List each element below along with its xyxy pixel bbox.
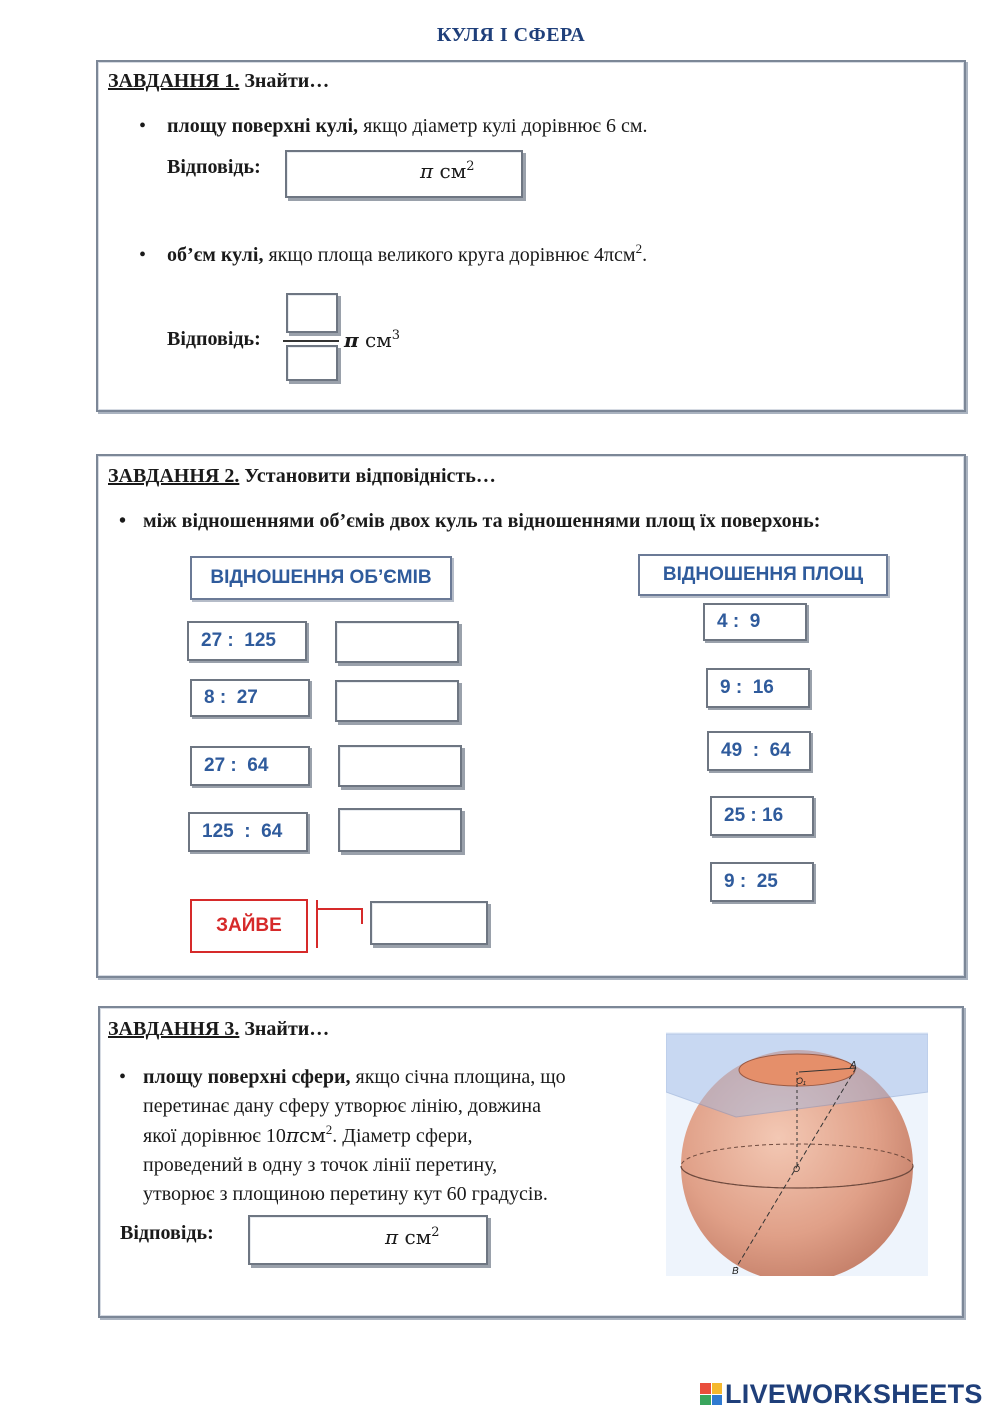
task3-line2: перетинає дану сферу утворює лінію, довжина [143, 1095, 541, 1117]
area-ratio-1[interactable]: 4 : 9 [703, 603, 807, 641]
exponent: 2 [635, 241, 643, 256]
task2-instruction: Установити відповідність… [239, 465, 496, 487]
task1-number: ЗАВДАННЯ 1. [108, 70, 240, 92]
task1-b1-text: якщо діаметр кулі дорівнює 6 см. [358, 115, 648, 137]
task1-b1-bold: площу поверхні кулі, [167, 115, 359, 137]
task3-line3-post: . Діаметр сфери, [332, 1125, 473, 1147]
task1-answer1-label: Відповідь: [167, 156, 261, 178]
logo-text: LIVEWORKSHEETS [725, 1378, 983, 1409]
task1-b2-text: якщо площа великого круга дорівнює 4πсм [263, 244, 636, 266]
exponent: 2 [431, 1225, 440, 1240]
volume-ratio-3: 27 : 64 [190, 746, 310, 786]
pi-symbol: π [285, 1123, 300, 1147]
volumes-header: ВІДНОШЕННЯ ОБ’ЄМІВ [190, 556, 452, 600]
task3-bold: площу поверхні сфери, [143, 1066, 351, 1088]
task1-b2-bold: об’єм кулі, [167, 244, 264, 266]
sphere-figure [666, 1032, 928, 1276]
task1-answer2-label: Відповідь: [167, 328, 261, 350]
unit-cm: см [358, 328, 392, 352]
fraction-bar [283, 340, 339, 342]
exponent: 3 [391, 328, 401, 343]
task1-answer1-input[interactable] [285, 150, 523, 198]
areas-header: ВІДНОШЕННЯ ПЛОЩ [638, 554, 888, 596]
task2-bullet-text: між відношеннями об’ємів двох куль та відношеннями площ їх поверхонь: [143, 510, 821, 532]
match-answer-1[interactable] [335, 621, 459, 663]
task3-bullet [119, 1063, 566, 1209]
label-o: O [793, 1164, 801, 1174]
area-ratio-5[interactable]: 9 : 25 [710, 862, 814, 902]
match-answer-3[interactable] [338, 745, 462, 787]
task1-heading [108, 70, 329, 93]
task3-number: ЗАВДАННЯ 3. [108, 1018, 240, 1040]
exponent: 2 [466, 159, 475, 174]
task1-bullet-2 [139, 241, 648, 269]
match-answer-4[interactable] [338, 808, 462, 852]
label-o1: O₁ [796, 1076, 806, 1086]
task3-instruction: Знайти… [239, 1018, 330, 1040]
task1-answer2-unit [344, 328, 400, 352]
volume-ratio-2: 8 : 27 [190, 679, 310, 717]
unit-cm: см [299, 1123, 326, 1147]
task3-line3-pre: якої дорівнює 10 [143, 1125, 286, 1147]
extra-answer-input[interactable] [370, 901, 488, 945]
page-title: КУЛЯ І СФЕРА [436, 24, 586, 46]
area-ratio-2[interactable]: 9 : 16 [706, 668, 810, 708]
task3-line4: проведений в одну з точок лінії перетину, [143, 1154, 498, 1176]
area-ratio-4[interactable]: 25 : 16 [710, 796, 814, 836]
fraction-numerator-input[interactable] [286, 293, 338, 333]
task3-line1: якщо січна площина, що [350, 1066, 566, 1088]
unit-cm: см [433, 159, 467, 183]
pi-symbol: π [385, 1225, 399, 1249]
task1-instruction: Знайти… [239, 70, 330, 92]
extra-connector-drop [361, 908, 363, 924]
task1-bullet-1 [139, 112, 648, 140]
liveworksheets-logo [700, 1376, 983, 1412]
volume-ratio-4: 125 : 64 [188, 812, 308, 852]
extra-connector-horizontal [318, 908, 362, 910]
label-a: A [850, 1060, 857, 1071]
task2-heading [108, 465, 496, 488]
logo-mark-icon [700, 1383, 722, 1405]
task3-line5: утворює з площиною перетину кут 60 градусів. [143, 1183, 548, 1205]
bullet-dot: • [139, 115, 147, 137]
extra-label: ЗАЙВЕ [190, 899, 308, 953]
fraction-denominator-input[interactable] [286, 345, 338, 381]
task3-answer-label: Відповідь: [120, 1222, 214, 1244]
pi-symbol: π [344, 328, 359, 352]
label-b: B [732, 1266, 739, 1276]
unit-cm: см [398, 1225, 432, 1249]
volume-ratio-1: 27 : 125 [187, 621, 307, 661]
bullet-dot: • [119, 1066, 127, 1088]
match-answer-2[interactable] [335, 680, 459, 722]
area-ratio-3[interactable]: 49 : 64 [707, 731, 811, 771]
task3-answer-unit [385, 1225, 440, 1249]
bullet-dot: • [139, 244, 147, 266]
task3-heading [108, 1018, 329, 1041]
task3-answer-input[interactable] [248, 1215, 488, 1265]
bullet-dot: • [119, 510, 127, 532]
period: . [642, 244, 648, 266]
task2-number: ЗАВДАННЯ 2. [108, 465, 240, 487]
task2-bullet [119, 507, 821, 535]
exponent: 2 [325, 1122, 333, 1137]
task1-answer1-unit [420, 159, 475, 183]
pi-symbol: π [420, 159, 434, 183]
